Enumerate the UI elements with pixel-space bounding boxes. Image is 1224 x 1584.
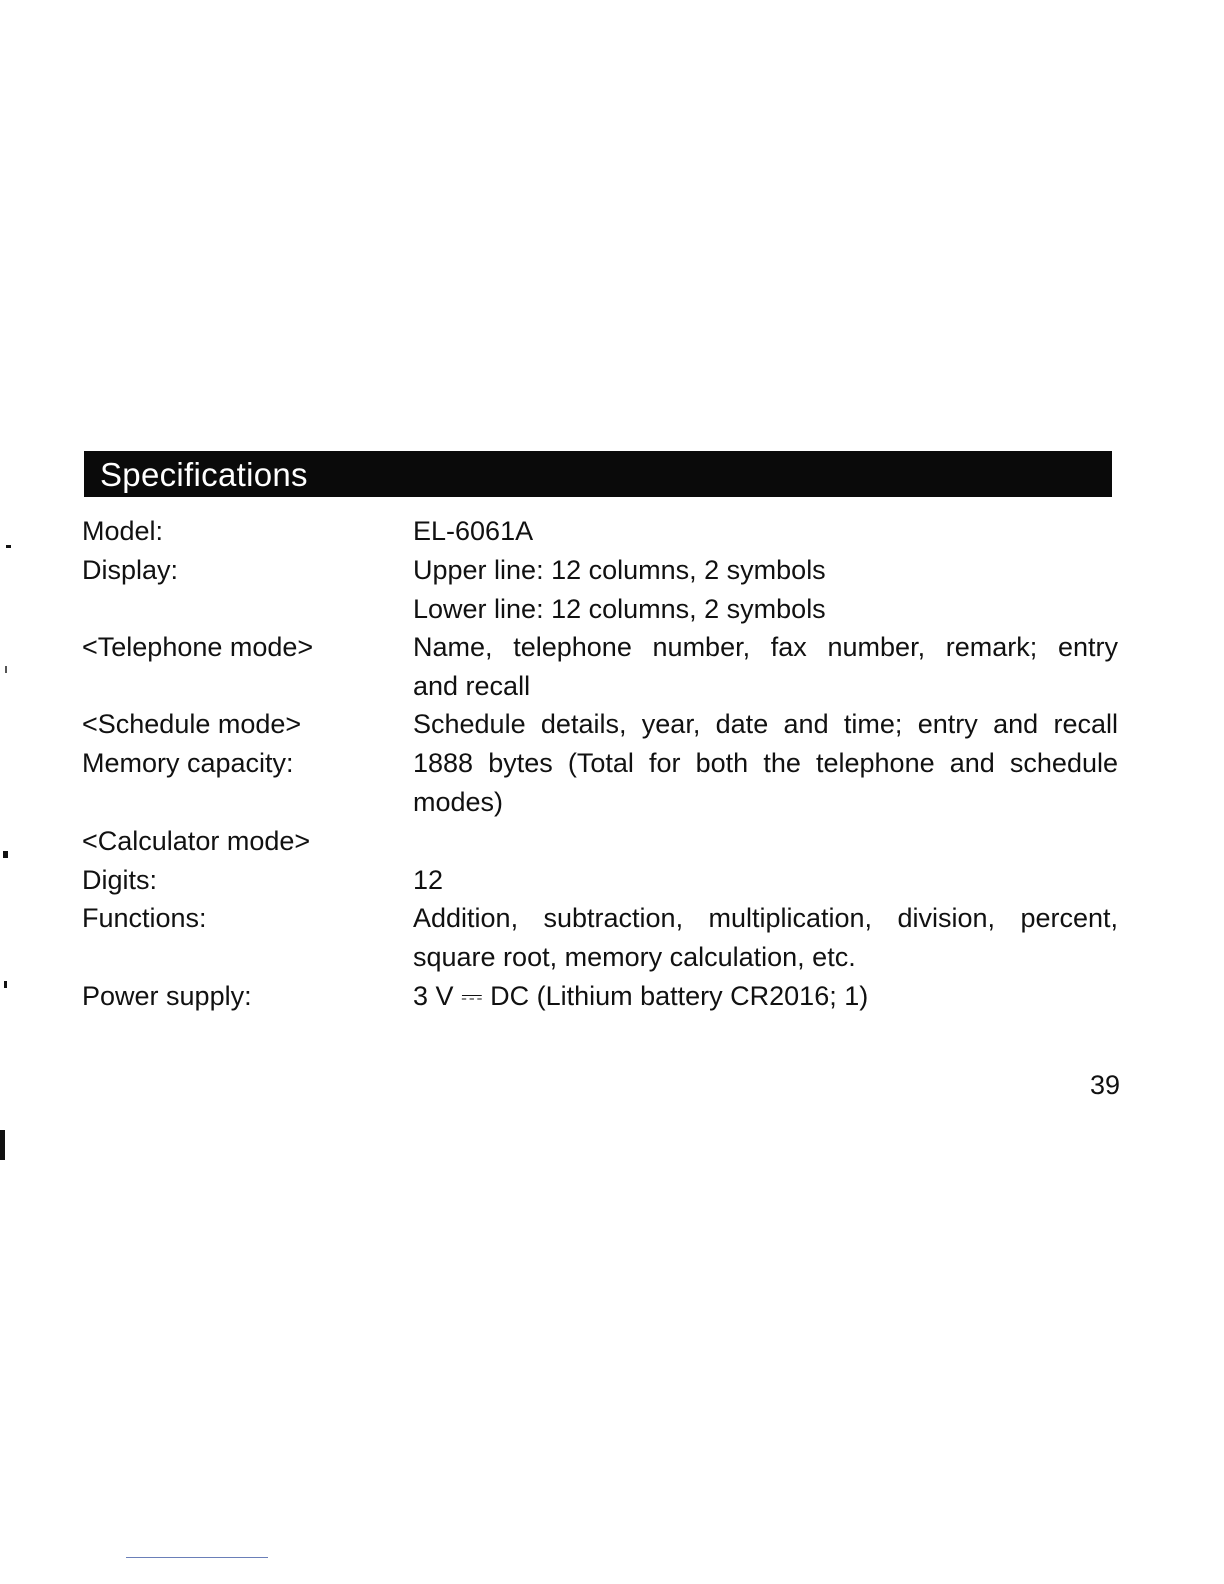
section-title: Specifications [100, 456, 308, 493]
spec-value-line: EL-6061A [413, 516, 534, 546]
spec-value-line: Name, telephone number, fax number, remark; entry [413, 632, 1118, 662]
spec-value-line: square root, memory calculation, etc. [413, 941, 856, 972]
spec-label: Digits: [82, 865, 158, 895]
spec-value-line: modes) [413, 786, 504, 817]
spec-value-line: and recall [413, 670, 531, 701]
spec-label: Functions: [82, 903, 207, 933]
spec-value [413, 977, 1118, 1016]
margin-mark [3, 851, 8, 858]
spec-value [413, 861, 1118, 900]
spec-value [413, 744, 1118, 821]
spec-value [413, 512, 1118, 551]
spec-value-line: Schedule details, year, date and time; entry and recall [413, 709, 1118, 739]
spec-label: Memory capacity: [82, 748, 294, 778]
spec-value-line: 3 V ⎓ DC (Lithium battery CR2016; 1) [413, 981, 869, 1011]
spec-value-line: 12 [413, 865, 444, 895]
spec-label: Model: [82, 516, 164, 546]
spec-label: <Schedule mode> [82, 709, 302, 739]
spec-value-line: 1888 bytes (Total for both the telephone and schedule [413, 748, 1118, 778]
page-number: 39 [1089, 1070, 1120, 1100]
spec-label: Display: [82, 555, 179, 585]
spec-value-line: Lower line: 12 columns, 2 symbols [413, 593, 826, 624]
spec-label: <Calculator mode> [82, 826, 311, 856]
spec-value-line: Addition, subtraction, multiplication, division, percent, [413, 903, 1118, 933]
margin-mark [0, 1130, 5, 1160]
spec-value-line: Upper line: 12 columns, 2 symbols [413, 555, 826, 585]
spec-label: <Telephone mode> [82, 632, 314, 662]
margin-mark [4, 981, 7, 988]
spec-label: Power supply: [82, 981, 252, 1011]
section-header-bar [84, 451, 1112, 497]
spec-value [413, 551, 1118, 628]
spec-value [413, 705, 1118, 744]
margin-mark [6, 545, 11, 548]
footer-rule [126, 1557, 268, 1558]
margin-mark [5, 666, 7, 673]
spec-value [413, 628, 1118, 705]
spec-value [413, 899, 1118, 976]
